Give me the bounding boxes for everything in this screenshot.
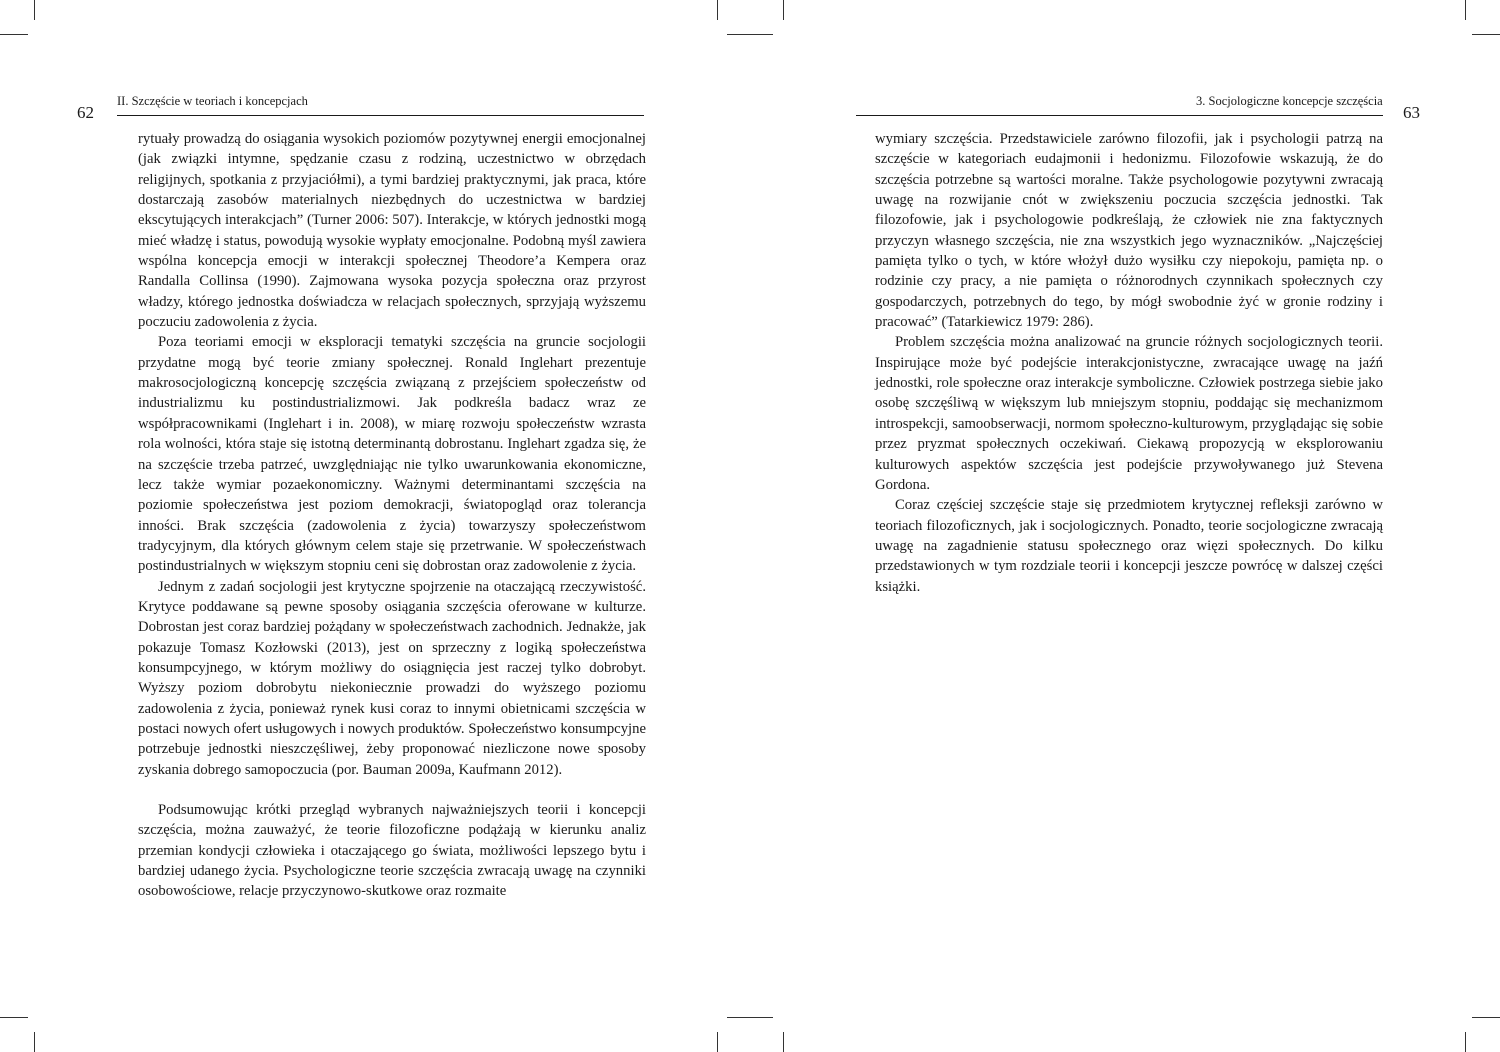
paragraph: wymiary szczęścia. Przedstawiciele zarówno filozofii, jak i psychologii patrzą na szczęście w kategoriach eudajmonii i hedonizmu. Filozofowie wskazują, że do szczęścia potrzebne są wartości moralne. Także psychologowie pozytywni zwracają uwagę na rozwijanie cnót w zwiększeniu poczucia szczęścia jednostki. Tak filozofowie, jak i psychologowie podkreślają, że człowiek nie zna faktycznych przyczyn własnego szczęścia, nie zna wszystkich jego wyznaczników. „Najczęściej pamięta tylko o tych, w które włożył dużo wysiłku czy niepokoju, pamięta np. o rodzinie czy pracy, a nie pamięta o różnorodnych czynnikach społecznych czy gospodarczych, potrzebnych do tego, by mógł swobodnie żyć w gronie rodziny i pracować” (Tatarkiewicz 1979: 286). (875, 131, 1383, 331)
paragraph: Coraz częściej szczęście staje się przedmiotem krytycznej refleksji zarówno w teoriach filozoficznych, jak i socjologicznych. Ponadto, teorie socjologiczne zwracają uwagę na zagadnienie statusu społecznego oraz więzi społecznych. Do kilku przedstawionych w tym rozdziale teorii i koncepcji jeszcze powrócę w dalszej części książki. (875, 497, 1383, 595)
paragraph: Jednym z zadań socjologii jest krytyczne spojrzenie na otaczającą rzeczywistość. Krytyce poddawane są pewne sposoby osiągania szczęścia oferowane w kulturze. Dobrostan jest coraz bardziej pożądany w społeczeństwach zachodnich. Jednakże, jak pokazuje Tomasz Kozłowski (2013), jest on sprzeczny z logiką społeczeństwa konsumpcyjnego, w którym możliwy do osiągnięcia jest raczej tylko dobrobyt. Wyższy poziom dobrobytu niekoniecznie prowadzi do wyższego poziomu zadowolenia z życia, ponieważ rynek kusi coraz to innymi obietnicami szczęścia w postaci nowych ofert usługowych i nowych produktów. Społeczeństwo konsumpcyjne potrzebuje jednostki nieszczęśliwej, żeby proponować niezliczone nowe sposoby zyskania dobrego samopoczucia (por. Bauman 2009a, Kaufmann 2012). (138, 578, 646, 778)
paragraph: Podsumowując krótki przegląd wybranych najważniejszych teorii i koncepcji szczęścia, można zauważyć, że teorie filozoficzne podążają w kierunku analiz przemian kondycji człowieka i otaczającego go świata, możliwości lepszego bytu i bardziej udanego życia. Psychologiczne teorie szczęścia zwracają uwagę na czynniki osobowościowe, relacje przyczynowo-skutkowe oraz rozmaite (138, 802, 646, 900)
page-number: 62 (77, 103, 94, 122)
paragraph: rytuały prowadzą do osiągania wysokich poziomów pozytywnej energii emocjonalnej (jak związki intymne, spędzanie czasu z rodziną, uczestnictwo w obrzędach religijnych, spotkania z przyjaciółmi), a tymi bardziej praktycznymi, jak praca, które dostarczają zasobów materialnych niezbędnych do uczestnictwa w bardziej ekscytujących interakcjach” (Turner 2006: 507). Interakcje, w których jednostki mogą mieć władzę i status, powodują wysokie wypłaty emocjonalne. Podobną myśl zawiera wspólna koncepcja emocji w interakcji społecznej Theodore’a Kempera oraz Randalla Collinsa (1990). Zajmowana wysoka pozycja społeczna oraz przyrost władzy, którego jednostka doświadcza w relacjach społecznych, sprzyjają wyższemu poczuciu zadowolenia z życia. (138, 131, 646, 331)
paragraph: Problem szczęścia można analizować na gruncie różnych socjologicznych teorii. Inspirujące może być podejście interakcjonistyczne, zwracające uwagę na jaźń jednostki, role społeczne oraz interakcje symboliczne. Człowiek postrzega siebie jako osobę szczęśliwą w większym lub mniejszym stopniu, poddając się mechanizmom introspekcji, samoobserwacji, normom społeczno-kulturowym, przyglądając się sobie przez pryzmat społecznych oczekiwań. Ciekawą propozycją w eksplorowaniu kulturowych aspektów szczęścia jest podejście przywoływanego już Stevena Gordona. (875, 334, 1383, 493)
body-text (138, 129, 646, 902)
running-head: II. Szczęście w teoriach i koncepcjach (117, 94, 308, 108)
paragraph: Poza teoriami emocji w eksploracji tematyki szczęścia na gruncie socjologii przydatne mogą być teorie zmiany społecznej. Ronald Inglehart prezentuje makrosocjologiczną koncepcję szczęścia związaną z przejściem społeczeństw od industrializmu ku postindustrializmowi. Jak podkreśla badacz wraz ze współpracownikami (Inglehart i in. 2008), w miarę rozwoju społeczeństw wzrasta rola wolności, która staje się istotną determinantą dobrostanu. Inglehart zgadza się, że na szczęście trzeba patrzeć, uwzględniając nie tylko uwarunkowania ekonomiczne, lecz także wymiar pozaekonomiczny. Ważnymi determinantami szczęścia na poziomie społeczeństwa jest poziom demokracji, światopogląd oraz tolerancja inności. Brak szczęścia (zadowolenia z życia) towarzyszy społeczeństwom tradycyjnym, dla których głównym celem staje się przetrwanie. W społeczeństwach postindustrialnych w większym stopniu ceni się dobrostan oraz zadowolenie z życia. (138, 334, 646, 575)
header-rule (117, 115, 644, 116)
body-text (875, 129, 1383, 597)
page-number: 63 (1403, 103, 1420, 122)
running-head: 3. Socjologiczne koncepcje szczęścia (1196, 94, 1383, 108)
header-rule (856, 115, 1383, 116)
right-page (750, 0, 1500, 1052)
